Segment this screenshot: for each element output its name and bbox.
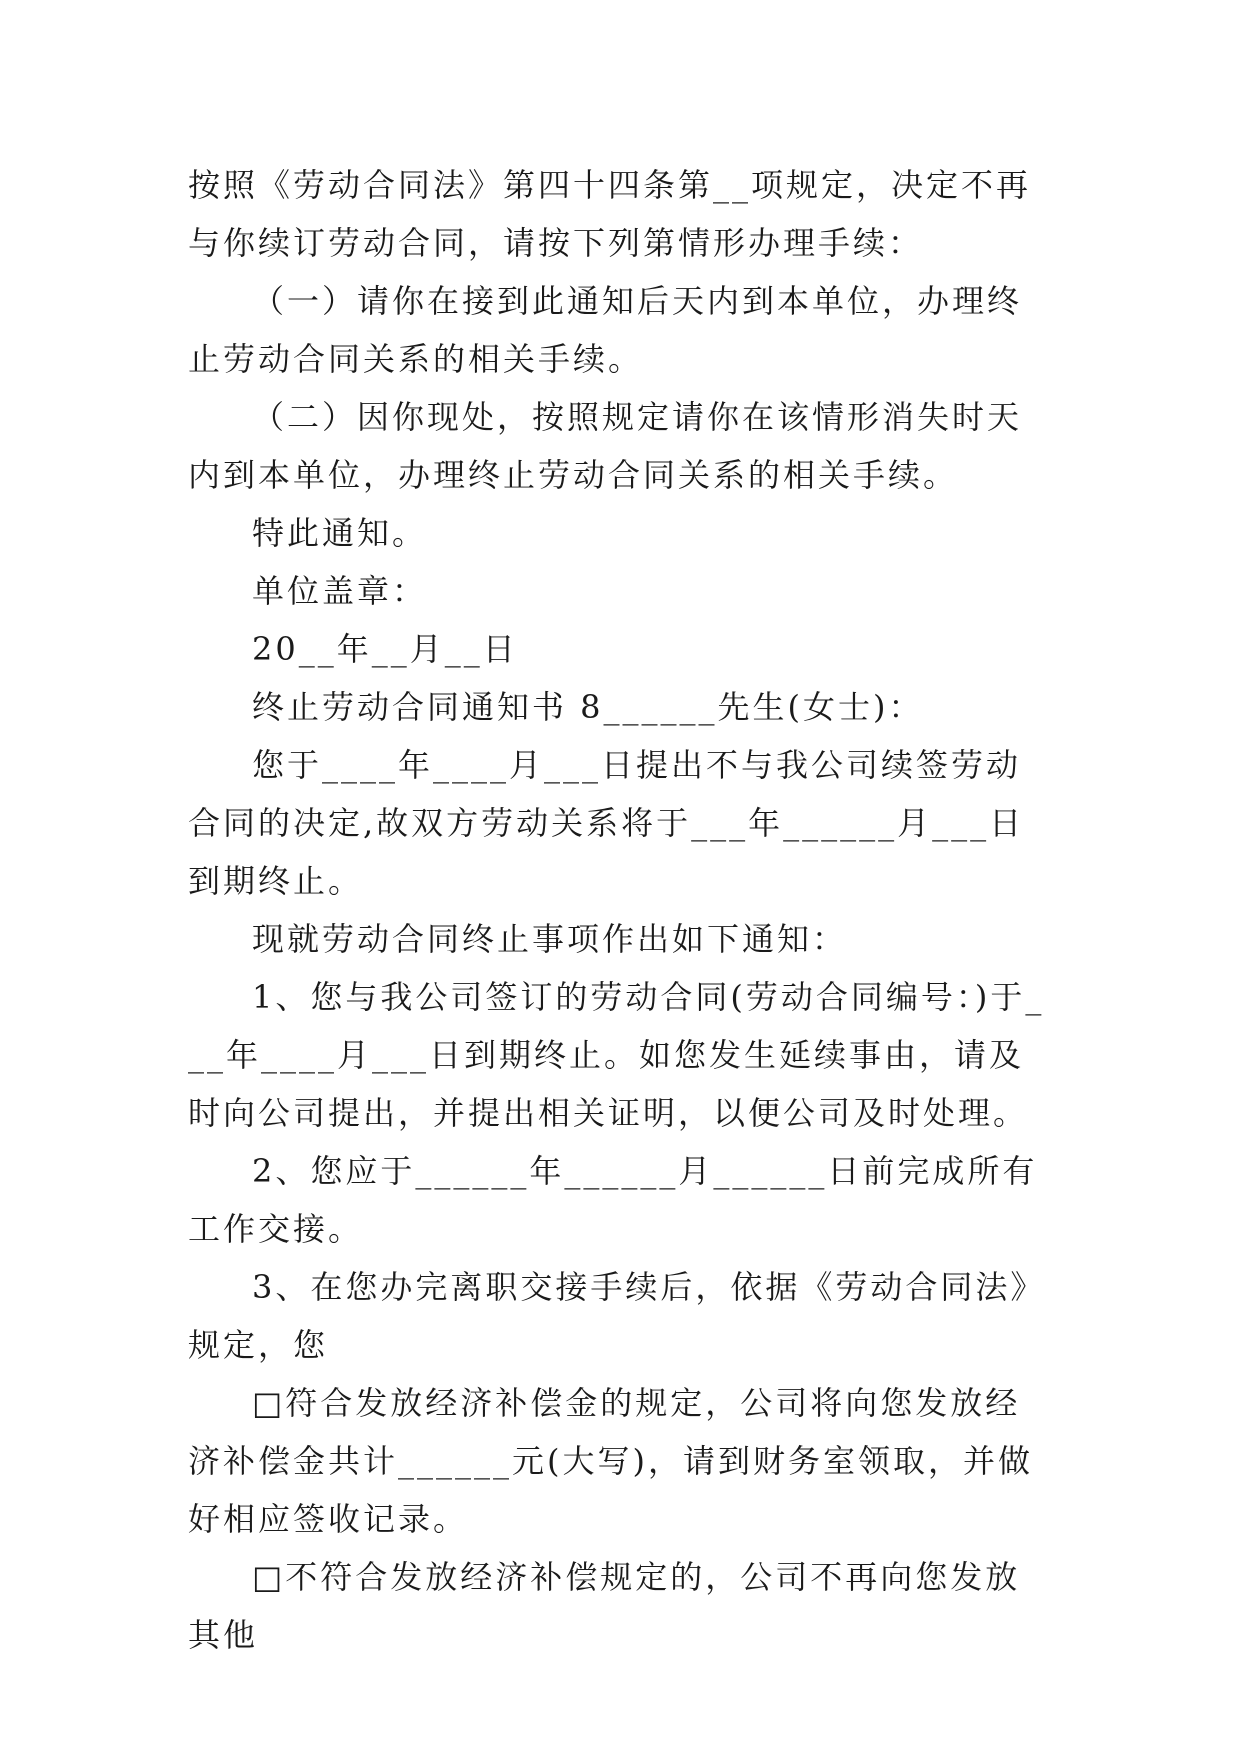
paragraph-option-one: （一）请你在接到此通知后天内到本单位，办理终止劳动合同关系的相关手续。 <box>188 282 1023 378</box>
paragraph-checkbox-compensation: □符合发放经济补偿金的规定，公司将向您发放经济补偿金共计______元(大写)，请到财务室领取，并做好相应签收记录。 <box>188 1384 1033 1538</box>
document-body <box>188 156 1050 1664</box>
paragraph-notice-intro: 现就劳动合同终止事项作出如下通知： <box>252 920 848 958</box>
paragraph-item-one: 1、您与我公司签订的劳动合同(劳动合同编号：)于___年____月___日到期终止。如您发生延续事由，请及时向公司提出，并提出相关证明，以便公司及时处理。 <box>188 978 1045 1132</box>
paragraph-notice-closing: 特此通知。 <box>252 514 428 552</box>
paragraph-option-two: （二）因你现处，按照规定请你在该情形消失时天内到本单位，办理终止劳动合同关系的相关手续。 <box>188 398 1023 494</box>
paragraph-unit-seal: 单位盖章： <box>252 572 428 610</box>
paragraph-notice-title: 终止劳动合同通知书 8______先生(女士)： <box>252 688 924 726</box>
paragraph-renewal-decision: 您于____年____月___日提出不与我公司续签劳动合同的决定,故双方劳动关系将于___年______月___日到期终止。 <box>188 746 1025 900</box>
paragraph-item-two: 2、您应于______年______月______日前完成所有工作交接。 <box>188 1152 1038 1248</box>
paragraph-date: 20__年__月__日 <box>252 630 518 668</box>
paragraph-item-three: 3、在您办完离职交接手续后，依据《劳动合同法》规定，您 <box>188 1268 1046 1364</box>
paragraph-contract-law-article: 按照《劳动合同法》第四十四条第__项规定，决定不再与你续订劳动合同，请按下列第情形办理手续： <box>188 166 1032 262</box>
paragraph-checkbox-no-compensation: □不符合发放经济补偿规定的，公司不再向您发放其他 <box>188 1558 1021 1654</box>
